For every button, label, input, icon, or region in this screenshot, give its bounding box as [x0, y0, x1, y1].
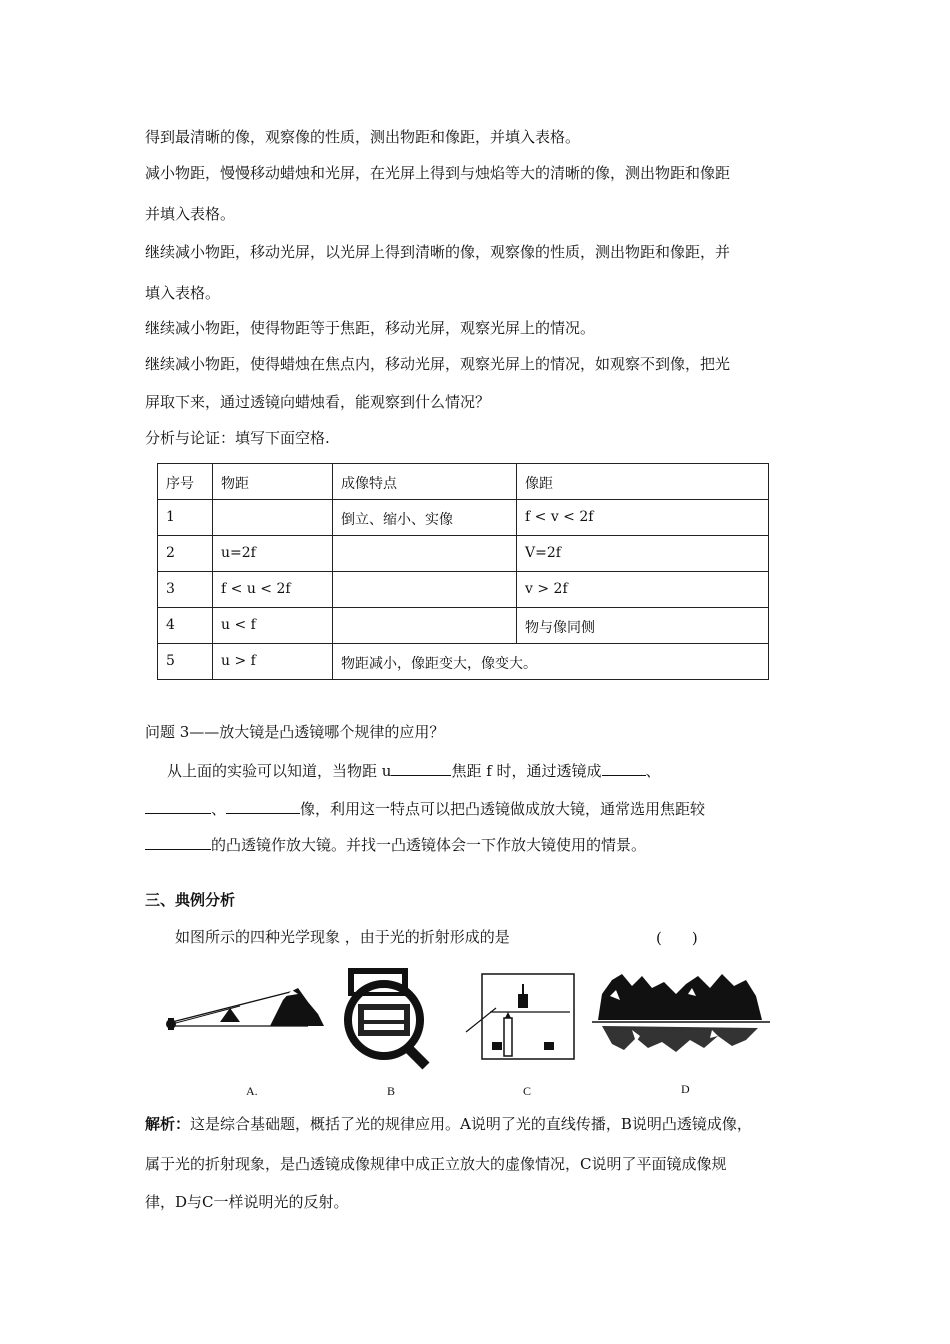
example-question: 如图所示的四种光学现象 ，由于光的折射形成的是 — [175, 928, 510, 946]
blank-field[interactable] — [602, 759, 646, 776]
table-cell — [333, 572, 517, 608]
table-header-cell: 成像特点 — [333, 464, 517, 500]
table-cell: 4 — [158, 608, 213, 644]
blank-field[interactable] — [145, 833, 211, 850]
figure-c-image — [460, 972, 585, 1067]
table-cell — [333, 608, 517, 644]
paragraph-2a: 减小物距，慢慢移动蜡烛和光屏，在光屏上得到与烛焰等大的清晰的像，测出物距和像距 — [145, 164, 731, 182]
data-table — [157, 463, 769, 680]
paragraph-5b: 屏取下来，通过透镜向蜡烛看，能观察到什么情况？ — [145, 393, 491, 411]
table-header-row — [158, 464, 769, 500]
table-cell: 物与像同侧 — [517, 608, 769, 644]
figure-b-image — [340, 966, 440, 1070]
figure-a-image — [158, 962, 328, 1052]
caption-a: A. — [246, 1084, 258, 1098]
table-cell: u < f — [213, 608, 333, 644]
table-cell: f < v < 2f — [517, 500, 769, 536]
paragraph-4: 继续减小物距，使得物距等于焦距，移动光屏，观察光屏上的情况。 — [145, 319, 596, 337]
table-header-cell: 序号 — [158, 464, 213, 500]
analysis-line-2: 属于光的折射现象，是凸透镜成像规律中成正立放大的虚像情况，C说明了平面镜成像规 — [145, 1155, 727, 1173]
paragraph-6: 分析与论证：填写下面空格. — [145, 429, 330, 447]
q3-text: 、 — [211, 800, 227, 818]
paragraph-3b: 填入表格。 — [145, 284, 221, 302]
blank-field[interactable] — [226, 797, 300, 814]
table-row — [158, 644, 769, 680]
analysis-line-3: 律，D与C一样说明光的反射。 — [145, 1193, 349, 1211]
caption-c: C — [523, 1084, 532, 1098]
table-row — [158, 608, 769, 644]
table-row — [158, 500, 769, 536]
table-cell: 3 — [158, 572, 213, 608]
blank-field[interactable] — [145, 797, 211, 814]
q3-text: 、 — [645, 762, 661, 780]
paragraph-1: 得到最清晰的像，观察像的性质，测出物距和像距，并填入表格。 — [145, 128, 581, 146]
q3-text: 从上面的实验可以知道，当物距 u — [167, 762, 392, 780]
table-cell: 倒立、缩小、实像 — [333, 500, 517, 536]
table-row — [158, 536, 769, 572]
question-3-title: 问题 3——放大镜是凸透镜哪个规律的应用？ — [145, 723, 445, 741]
caption-d: D — [681, 1082, 690, 1096]
table-cell: 2 — [158, 536, 213, 572]
answer-paren[interactable]: ( ) — [656, 929, 698, 947]
question-3-line-2 — [145, 797, 705, 819]
q3-text: 像，利用这一特点可以把凸透镜做成放大镜，通常选用焦距较 — [300, 800, 706, 818]
question-3-line-1 — [167, 759, 661, 781]
table-header-cell: 物距 — [213, 464, 333, 500]
figure-d-image — [592, 966, 772, 1062]
table-cell: u > f — [213, 644, 333, 680]
table-cell — [333, 536, 517, 572]
table-cell: u=2f — [213, 536, 333, 572]
table-cell: 物距减小，像距变大，像变大。 — [333, 644, 769, 680]
paragraph-2b: 并填入表格。 — [145, 205, 236, 223]
section-heading: 三、典例分析 — [145, 891, 236, 909]
q3-text: 焦距 f 时，通过透镜成 — [451, 762, 602, 780]
analysis-text: 这是综合基础题，概括了光的规律应用。A说明了光的直线传播，B说明凸透镜成像， — [190, 1115, 752, 1133]
table-cell: V=2f — [517, 536, 769, 572]
analysis-label: 解析： — [145, 1115, 191, 1133]
analysis-line-1 — [145, 1114, 752, 1134]
paragraph-3a: 继续减小物距，移动光屏，以光屏上得到清晰的像，观察像的性质，测出物距和像距，并 — [145, 243, 731, 261]
question-3-line-3 — [145, 833, 646, 855]
table-cell: 1 — [158, 500, 213, 536]
q3-text: 的凸透镜作放大镜。并找一凸透镜体会一下作放大镜使用的情景。 — [211, 836, 647, 854]
table-cell — [213, 500, 333, 536]
caption-b: B — [387, 1084, 396, 1098]
paragraph-5a: 继续减小物距，使得蜡烛在焦点内，移动光屏，观察光屏上的情况，如观察不到像，把光 — [145, 355, 731, 373]
table-cell: f < u < 2f — [213, 572, 333, 608]
blank-field[interactable] — [391, 759, 451, 776]
table-cell: v > 2f — [517, 572, 769, 608]
table-cell: 5 — [158, 644, 213, 680]
table-header-cell: 像距 — [517, 464, 769, 500]
table-row — [158, 572, 769, 608]
